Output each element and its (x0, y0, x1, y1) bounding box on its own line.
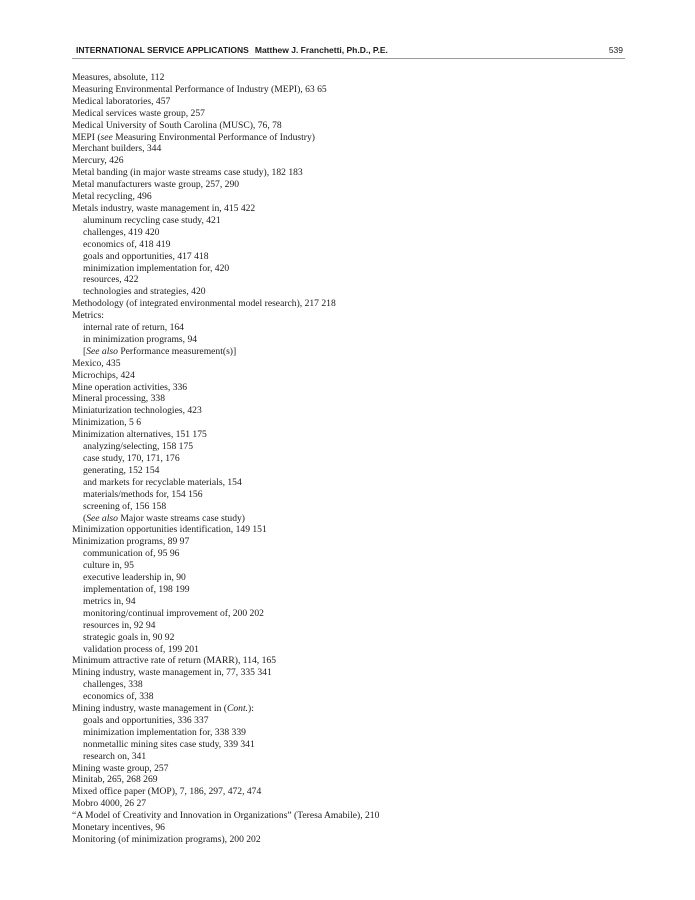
index-subentry (72, 263, 625, 275)
index-entry (72, 203, 625, 215)
index-entry-text: Metal banding (in major waste streams case study), 182 183 (72, 167, 303, 179)
index-entry (72, 72, 625, 84)
index-subentry (72, 346, 625, 358)
index-entry-text: screening of, 156 158 (83, 500, 167, 512)
index-entry-text: challenges, 338 (83, 679, 143, 691)
index-entry-text: Minitab, 265, 268 269 (72, 774, 158, 786)
index-subentry (72, 548, 625, 560)
index-entry-text: Medical University of South Carolina (MUSC), 76, 78 (72, 119, 282, 131)
index-subentry (72, 715, 625, 727)
index-entry-text: Metrics: (72, 310, 104, 322)
index-subentry (72, 727, 625, 739)
index-entry-text: Measures, absolute, 112 (72, 72, 165, 83)
index-entry-text: Monetary incentives, 96 (72, 822, 165, 834)
index-entry-text: Metal manufacturers waste group, 257, 290 (72, 179, 240, 191)
index-entry-text: Mexico, 435 (72, 357, 121, 369)
index-subentry (72, 322, 625, 334)
index-entry (72, 143, 625, 155)
index-subentry (72, 453, 625, 465)
index-entry-text: in minimization programs, 94 (83, 333, 198, 345)
index-entry-text: [ (83, 345, 87, 357)
index-entry-text: resources in, 92 94 (83, 619, 156, 631)
index-entry (72, 96, 625, 108)
index-entry (72, 167, 625, 179)
index-entry-text: executive leadership in, 90 (83, 572, 186, 584)
index-entry (72, 417, 625, 429)
index-entry (72, 179, 625, 191)
index-entry (72, 703, 625, 715)
index-entry-text: Mine operation activities, 336 (72, 381, 188, 393)
index-entry-text: case study, 170, 171, 176 (83, 453, 180, 464)
index-entry-text: materials/methods for, 154 156 (83, 488, 203, 500)
index-subentry (72, 608, 625, 620)
index-subentry (72, 596, 625, 608)
index-entry-text: goals and opportunities, 336 337 (83, 714, 209, 726)
index-entry-text: Mining industry, waste management in, 77, 335 341 (72, 667, 272, 679)
index-entry (72, 155, 625, 167)
index-subentry (72, 489, 625, 501)
index-entry-text: minimization implementation for, 338 339 (83, 726, 246, 738)
index-subentry (72, 632, 625, 644)
index-subentry (72, 334, 625, 346)
index-list (72, 72, 625, 846)
index-entry-text: validation process of, 199 201 (83, 643, 199, 655)
index-entry (72, 763, 625, 775)
index-entry-text: Medical laboratories, 457 (72, 95, 171, 107)
index-entry (72, 834, 625, 846)
index-subentry (72, 620, 625, 632)
index-subentry (72, 644, 625, 656)
index-entry (72, 298, 625, 310)
running-title: INTERNATIONAL SERVICE APPLICATIONS (76, 45, 249, 55)
index-entry (72, 382, 625, 394)
index-subentry (72, 679, 625, 691)
index-entry (72, 524, 625, 536)
index-entry-text: Mercury, 426 (72, 155, 124, 167)
index-entry-text: aluminum recycling case study, 421 (83, 214, 221, 226)
index-subentry (72, 239, 625, 251)
index-subentry (72, 465, 625, 477)
index-entry (72, 120, 625, 132)
page-number: 539 (608, 45, 623, 55)
index-entry-text: Minimum attractive rate of return (MARR), 114, 165 (72, 655, 276, 667)
index-entry-text: Minimization, 5 6 (72, 417, 142, 429)
index-entry-text: Monitoring (of minimization programs), 200 202 (72, 834, 261, 845)
index-subentry (72, 441, 625, 453)
index-entry-text: nonmetallic mining sites case study, 339 341 (83, 738, 255, 750)
index-entry-text: Minimization programs, 89 97 (72, 536, 190, 548)
index-subentry (72, 286, 625, 298)
index-entry-text: Miniaturization technologies, 423 (72, 405, 202, 417)
index-subentry (72, 572, 625, 584)
index-entry-text: metrics in, 94 (83, 595, 136, 607)
index-entry (72, 405, 625, 417)
index-entry-text: and markets for recyclable materials, 154 (83, 476, 242, 488)
index-entry-text: Minimization alternatives, 151 175 (72, 429, 207, 441)
index-subentry (72, 274, 625, 286)
index-entry-italic-text: see (100, 131, 113, 143)
index-subentry (72, 215, 625, 227)
index-entry-text: economics of, 338 (83, 691, 154, 703)
index-entry-italic-text: See also (86, 512, 118, 524)
index-entry-text: Microchips, 424 (72, 369, 135, 381)
index-entry-text: Mixed office paper (MOP), 7, 186, 297, 472, 474 (72, 786, 262, 798)
index-entry (72, 310, 625, 322)
index-subentry (72, 739, 625, 751)
index-entry-text: Minimization opportunities identification, 149 151 (72, 524, 267, 536)
index-entry-text: Mobro 4000, 26 27 (72, 798, 147, 810)
index-entry (72, 536, 625, 548)
index-entry-text: monitoring/continual improvement of, 200 202 (83, 607, 264, 619)
index-subentry (72, 584, 625, 596)
index-entry-text: culture in, 95 (83, 560, 134, 572)
index-entry-text: internal rate of return, 164 (83, 322, 184, 334)
index-entry (72, 774, 625, 786)
index-subentry (72, 251, 625, 263)
index-subentry (72, 691, 625, 703)
index-entry-text: Major waste streams case study) (117, 512, 246, 524)
running-header-left (76, 45, 388, 55)
index-entry-text: Mining industry, waste management in ( (72, 703, 227, 715)
index-subentry (72, 560, 625, 572)
index-subentry (72, 501, 625, 513)
index-entry-text: strategic goals in, 90 92 (83, 631, 175, 643)
index-entry (72, 798, 625, 810)
index-entry-text: analyzing/selecting, 158 175 (83, 441, 194, 453)
index-entry-text: Metal recycling, 496 (72, 191, 152, 203)
index-entry-text: Metals industry, waste management in, 415 422 (72, 202, 256, 214)
index-entry-text: challenges, 419 420 (83, 226, 160, 238)
index-entry-text: Measuring Environmental Performance of Industry (MEPI), 63 65 (72, 83, 327, 95)
index-entry-text: ( (83, 512, 87, 524)
index-entry-text: Medical services waste group, 257 (72, 107, 205, 119)
index-entry-text: “A Model of Creativity and Innovation in Organizations” (Teresa Amabile), 210 (72, 810, 380, 822)
index-entry (72, 810, 625, 822)
index-entry-text: Mining waste group, 257 (72, 762, 169, 774)
index-subentry (72, 751, 625, 763)
index-entry-text: goals and opportunities, 417 418 (83, 250, 209, 262)
index-entry-italic-text: Cont. (226, 703, 249, 715)
running-header (72, 42, 625, 59)
index-entry-italic-text: See also (86, 345, 118, 357)
index-entry (72, 108, 625, 120)
index-entry-text: technologies and strategies, 420 (83, 286, 206, 298)
index-entry-text: Measuring Environmental Performance of Industry) (112, 131, 315, 143)
index-entry (72, 786, 625, 798)
author-name: Matthew J. Franchetti, Ph.D., P.E. (254, 45, 388, 55)
index-entry (72, 132, 625, 144)
index-entry (72, 429, 625, 441)
index-entry-text: Mineral processing, 338 (72, 393, 165, 405)
index-entry-text: Performance measurement(s)] (117, 345, 237, 357)
index-entry-text: ): (248, 703, 254, 715)
index-entry-text: economics of, 418 419 (83, 238, 171, 250)
index-entry (72, 393, 625, 405)
index-entry-text: resources, 422 (83, 274, 139, 286)
index-entry-text: communication of, 95 96 (83, 548, 180, 560)
index-entry (72, 370, 625, 382)
index-entry-text: MEPI ( (72, 131, 101, 143)
index-subentry (72, 477, 625, 489)
index-entry-text: minimization implementation for, 420 (83, 262, 230, 274)
index-entry (72, 358, 625, 370)
index-entry (72, 667, 625, 679)
index-entry (72, 84, 625, 96)
index-subentry (72, 227, 625, 239)
index-entry (72, 191, 625, 203)
index-entry (72, 655, 625, 667)
index-entry-text: Merchant builders, 344 (72, 143, 162, 155)
index-entry-text: generating, 152 154 (83, 464, 160, 476)
index-entry-text: implementation of, 198 199 (83, 583, 190, 595)
index-entry-text: Methodology (of integrated environmental model research), 217 218 (72, 298, 336, 310)
index-entry (72, 822, 625, 834)
index-entry-text: research on, 341 (83, 750, 147, 762)
index-subentry (72, 513, 625, 525)
